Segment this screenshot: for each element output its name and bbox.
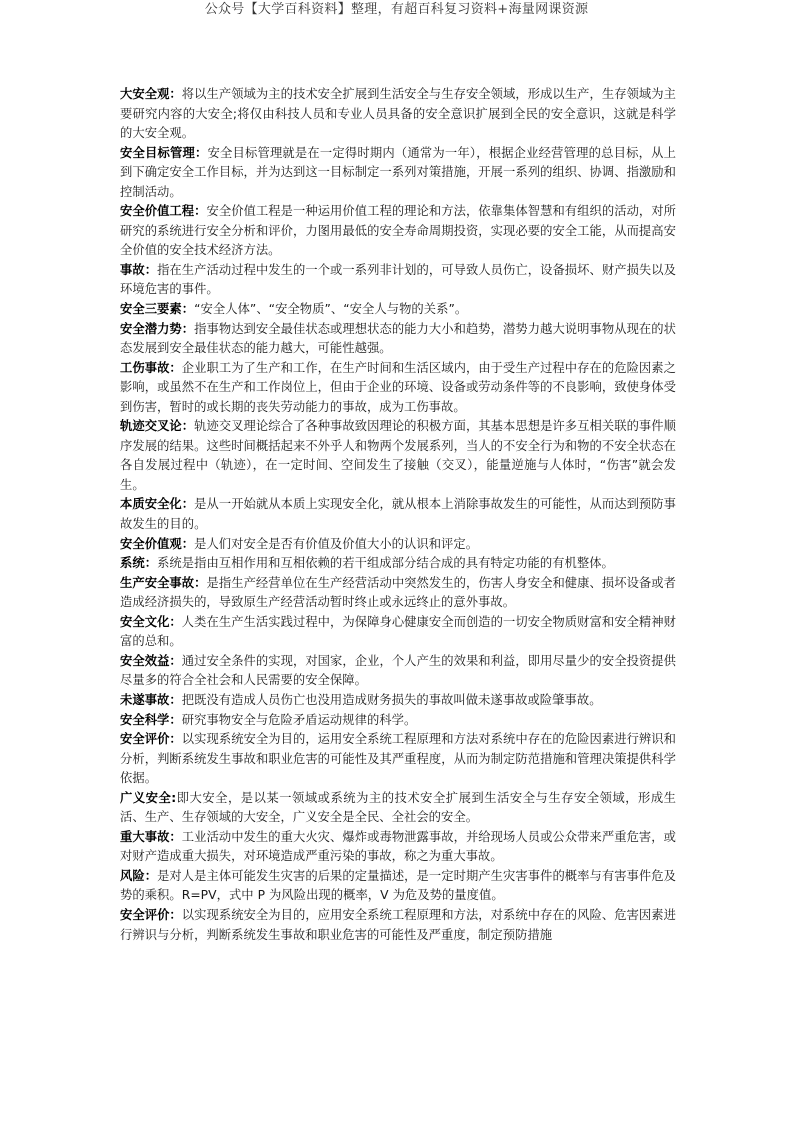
glossary-entry [120, 202, 676, 261]
entry-definition: 研究事物安全与危险矛盾运动规律的科学。 [181, 712, 417, 727]
entry-term: 安全评价 [120, 907, 170, 922]
entry-definition: 以实现系统安全为目的，运用安全系统工程原理和方法对系统中存在的危险因素进行辨识和分析，判断系统发生事故和职业危害的可能性及其严重程度，从而为制定防范措施和管理决策提供科学依据。 [120, 732, 676, 786]
glossary-entry [120, 828, 676, 867]
entry-term: 广义安全 [120, 790, 172, 805]
entry-separator: ： [194, 575, 207, 590]
entry-definition: 人类在生产生活实践过程中，为保障身心健康安全而创造的一切安全物质财富和安全精神财富的总和。 [120, 614, 676, 649]
glossary-entry [120, 320, 676, 359]
entry-term: 未遂事故 [120, 692, 170, 707]
glossary-entry [120, 359, 676, 418]
entry-separator: ： [181, 321, 195, 336]
glossary-entry [120, 535, 676, 555]
entry-separator: ： [181, 302, 195, 317]
entry-term: 重大事故 [120, 829, 170, 844]
entry-term: 安全评价 [120, 732, 170, 747]
entry-definition: 是人们对安全是否有价值及价值大小的认识和评定。 [194, 536, 479, 551]
glossary-entry [120, 300, 676, 320]
entry-term: 安全价值观 [120, 536, 182, 551]
entry-definition: 是从一开始就从本质上实现安全化，就从根本上消除事故发生的可能性，从而达到预防事故发生的目的。 [120, 497, 676, 532]
entry-separator: ： [181, 419, 195, 434]
glossary-entry [120, 574, 676, 613]
glossary-entry [120, 85, 676, 144]
entry-definition: 指在生产活动过程中发生的一个或一系列非计划的，可导致人员伤亡，设备损坏、财产损失以及环境危害的事件。 [120, 262, 676, 297]
entry-separator: ： [169, 712, 182, 727]
entry-term: 安全效益 [120, 653, 170, 668]
entry-term: 事故 [120, 262, 145, 277]
entry-separator: ： [169, 829, 182, 844]
entry-separator: ： [144, 556, 158, 571]
entry-definition: 企业职工为了生产和工作，在生产时间和生活区域内，由于受生产过程中存在的危险因素之影响，或虽然不在生产和工作岗位上，但由于企业的环境、设备或劳动条件等的不良影响，致使身体受到伤害，暂时的或长期的丧失劳动能力的事故，成为工伤事故。 [120, 360, 676, 414]
entry-definition: 工业活动中发生的重大火灾、爆炸或毒物泄露事故，并给现场人员或公众带来严重危害，或对财产造成重大损失，对环境造成严重污染的事故，称之为重大事故。 [120, 829, 676, 864]
glossary-content [120, 85, 676, 945]
entry-definition: 将以生产领域为主的技术安全扩展到生活安全与生存安全领域，形成以生产，生存领域为主要研究内容的大安全;将仅由科技人员和专业人员具备的安全意识扩展到全民的安全意识，这就是科学的大安全观。 [120, 87, 676, 141]
glossary-entry [120, 554, 676, 574]
glossary-entry [120, 417, 676, 495]
glossary-entry [120, 495, 676, 534]
glossary-entry [120, 652, 676, 691]
entry-definition: 安全目标管理就是在一定得时期内（通常为一年），根据企业经营管理的总目标，从上到下确定安全工作目标，并为达到这一目标制定一系列对策措施，开展一系列的组织、协调、指激励和控制活动。 [120, 145, 676, 199]
entry-term: 安全三要素 [120, 302, 182, 317]
entry-definition: 安全价值工程是一种运用价值工程的理论和方法，依靠集体智慧和有组织的活动，对所研究的系统进行安全分析和评价，力图用最低的安全寿命周期投资，实现必要的安全工能，从而提高安全价值的安全技术经济方法。 [120, 204, 676, 258]
entry-separator: ： [169, 653, 182, 668]
entry-term: 工伤事故 [120, 360, 170, 375]
glossary-entry [120, 730, 676, 789]
entry-separator: ： [169, 907, 182, 922]
entry-separator: ： [169, 360, 182, 375]
entry-separator: ： [194, 145, 208, 160]
entry-term: 安全科学 [120, 712, 170, 727]
glossary-entry [120, 144, 676, 203]
entry-term: 系统 [120, 556, 145, 571]
entry-definition: 把既没有造成人员伤亡也没用造成财务损失的事故叫做未遂事故或险肇事故。 [181, 692, 602, 707]
entry-term: 安全目标管理 [120, 145, 195, 160]
entry-separator: ： [194, 204, 207, 219]
entry-separator: ： [144, 262, 158, 277]
entry-separator: ： [169, 732, 182, 747]
glossary-entry [120, 613, 676, 652]
entry-term: 安全价值工程 [120, 204, 195, 219]
entry-definition: 即大安全，是以某一领域或系统为主的技术安全扩展到生活安全与生存安全领域，形成生活、生产、生存领域的大安全，广义安全是全民、全社会的安全。 [120, 790, 677, 825]
entry-term: 安全文化 [120, 614, 170, 629]
entry-separator: ： [181, 536, 195, 551]
entry-separator: ： [169, 692, 182, 707]
glossary-entry [120, 867, 676, 906]
entry-term: 本质安全化 [120, 497, 182, 512]
entry-separator: ： [144, 868, 158, 883]
entry-separator: : [171, 790, 177, 805]
entry-definition: 是对人是主体可能发生灾害的后果的定量描述，是一定时期产生灾害事件的概率与有害事件危及势的乘积。R=PV，式中 P 为风险出现的概率，V 为危及势的量度值。 [120, 868, 676, 903]
glossary-entry [120, 906, 676, 945]
entry-term: 风险 [120, 868, 145, 883]
entry-definition: 是指生产经营单位在生产经营活动中突然发生的，伤害人身安全和健康、损坏设备或者造成经济损失的，导致原生产经营活动暂时终止或永远终止的意外事故。 [120, 575, 676, 610]
page-header: 公众号【大学百科资料】整理，有超百科复习资料+海量网课资源 [204, 2, 589, 17]
glossary-entry [120, 711, 676, 731]
entry-term: 轨迹交叉论 [120, 419, 182, 434]
entry-definition: 以实现系统安全为目的，应用安全系统工程原理和方法，对系统中存在的风险、危害因素进行辨识与分析，判断系统发生事故和职业危害的可能性及严重度，制定预防措施 [120, 907, 676, 942]
glossary-entry [120, 261, 676, 300]
entry-separator: ： [181, 497, 195, 512]
glossary-entry [120, 691, 676, 711]
entry-definition: 通过安全条件的实现，对国家，企业，个人产生的效果和利益，即用尽量少的安全投资提供尽量多的符合全社会和人民需要的安全保障。 [120, 653, 676, 688]
entry-definition: 指事物达到安全最佳状态或理想状态的能力大小和趋势，潜势力越大说明事物从现在的状态发展到安全最佳状态的能力越大，可能性越强。 [120, 321, 676, 356]
entry-term: 大安全观 [120, 87, 170, 101]
entry-separator: ： [169, 87, 182, 101]
entry-definition: “安全人体”、“安全物质”、“安全人与物的关系”。 [194, 302, 468, 317]
entry-separator: ： [169, 614, 182, 629]
entry-term: 安全潜力势 [120, 321, 182, 336]
entry-definition: 轨迹交叉理论综合了各种事故致因理论的积极方面，其基本思想是许多互相关联的事件顺序发展的结果。这些时间概括起来不外乎人和物两个发展系列，当人的不安全行为和物的不安全状态在各自发展过程中（轨迹），在一定时间、空间发生了接触（交叉），能量逆施与人体时，“伤害”就会发生。 [120, 419, 676, 492]
entry-term: 生产安全事故 [120, 575, 195, 590]
entry-definition: 系统是指由互相作用和互相依赖的若干组成部分结合成的具有特定功能的有机整体。 [157, 556, 614, 571]
glossary-entry [120, 789, 676, 828]
